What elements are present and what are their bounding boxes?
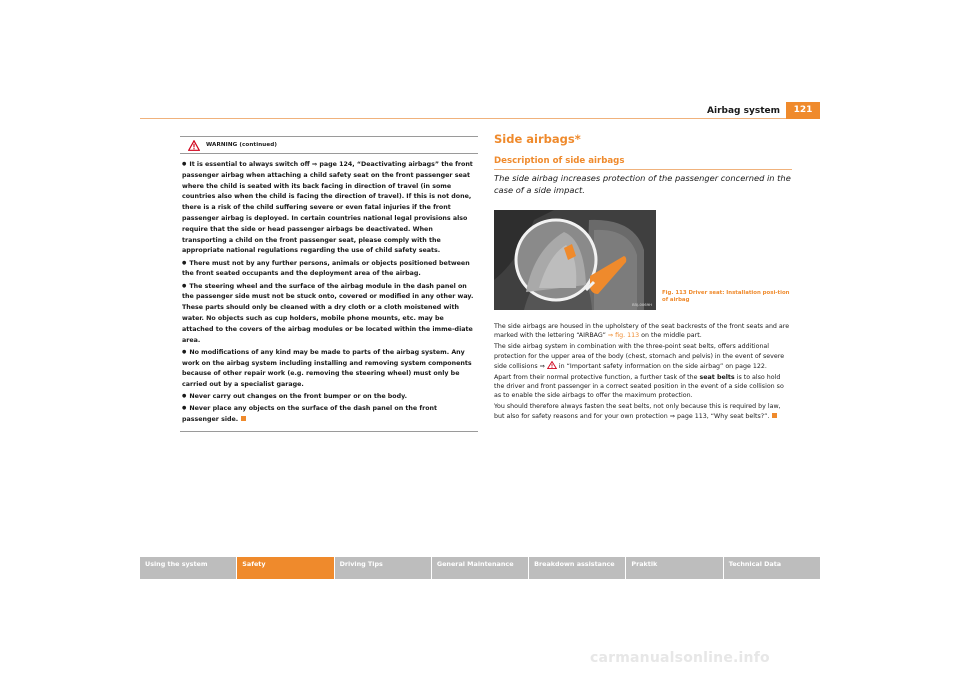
nav-driving-tips[interactable]: Driving Tips [335, 557, 431, 579]
warning-item: ● Never carry out changes on the front bumper or on the body. [182, 391, 476, 403]
header-rule [140, 118, 820, 119]
paragraph: You should therefore always fasten the seat belts, not only because this is required by law, but also for safety reasons and for your own protection ⇒ page 113, “Why seat belts?”. [494, 403, 781, 420]
nav-using-the-system[interactable]: Using the system [140, 557, 236, 579]
section-title: Side airbags* [494, 132, 581, 146]
warning-title: WARNING (continued) [206, 142, 278, 148]
warning-item: ● There must not by any further persons, animals or objects positioned between the front seated occupants and the deployment area of the airbag. [182, 258, 476, 281]
paragraph: The side airbag system in combination with the three-point seat belts, offers additional protection for the upper area of the body (chest, stomach and pelvis) in the event of severe side collisions ⇒ in “Important safety information on the side airbag” on page 122. [494, 343, 785, 370]
subsection-rule [494, 169, 792, 170]
warning-triangle-icon [188, 140, 200, 151]
warning-item: ● No modifications of any kind may be made to parts of the airbag system. Any work on the airbag system including installing and removing system components because of other repair work (e.g. removing the steering wheel) must only be carried out by a specialist garage. [182, 347, 476, 391]
footer-nav [140, 557, 820, 579]
paragraph: The side airbags are housed in the upholstery of the seat backrests of the front seats and are marked with the lettering “AIRBAG” ⇒ fig. 113 on the middle part. [494, 323, 790, 340]
warning-body [180, 154, 478, 426]
page-number: 121 [786, 102, 820, 119]
lead-paragraph: The side airbag increases protection of the passenger concerned in the case of a side impact. [494, 173, 791, 195]
figure-driver-seat [494, 210, 656, 310]
warning-item: ● The steering wheel and the surface of the airbag module in the dash panel on the passenger side must not be stuck onto, covered or modified in any other way. These parts should only be cleaned with a dry cloth or a cloth moistened with water. No objects such as cup holders, mobile phone mounts, etc. may be attached to the covers of the airbag modules or be located within the imme-diate area. [182, 281, 476, 347]
warning-triangle-icon [547, 361, 557, 369]
subsection-title: Description of side airbags [494, 156, 625, 166]
body-text [494, 322, 792, 422]
warning-box [180, 136, 478, 432]
nav-praktik[interactable]: Praktik [626, 557, 722, 579]
nav-general-maintenance[interactable]: General Maintenance [432, 557, 528, 579]
nav-breakdown-assistance[interactable]: Breakdown assistance [529, 557, 625, 579]
seat-illustration [494, 210, 656, 310]
figure-code: B5J-0069H [632, 302, 652, 307]
figure-link[interactable]: ⇒ fig. 113 [607, 332, 640, 340]
page-title: Airbag system [707, 106, 780, 116]
warning-header [180, 137, 478, 154]
nav-safety[interactable]: Safety [237, 557, 333, 579]
warning-item: ● It is essential to always switch off ⇒ page 124, “Deactivating airbags” the front passenger airbag when attaching a child safety seat on the front passenger seat where the child is seated with its back facing in direction of travel (in some countries also when the child is facing the direction of travel). If this is not done, there is a risk of the child suffering severe or even fatal injuries if the front passenger airbag is deployed. In certain countries national legal provisions also require that the side or head passenger airbags be deactivated. When transporting a child on the front passenger seat, please comply with the appropriate national regulations regarding the use of child safety seats. [182, 159, 476, 257]
figure-caption: Fig. 113 Driver seat: Installation posi-tion of airbag [662, 290, 790, 303]
nav-technical-data[interactable]: Technical Data [724, 557, 820, 579]
watermark: carmanualsonline.info [590, 650, 770, 666]
paragraph: Apart from their normal protective function, a further task of the seat belts is to also hold the driver and front passenger in a correct seated position in the event of a side collision so as to enable the side airbags to offer the maximum protection. [494, 373, 784, 400]
warning-item: ● Never place any objects on the surface of the dash panel on the front passenger side. [182, 403, 476, 426]
end-mark [772, 413, 777, 418]
end-mark [241, 416, 246, 421]
